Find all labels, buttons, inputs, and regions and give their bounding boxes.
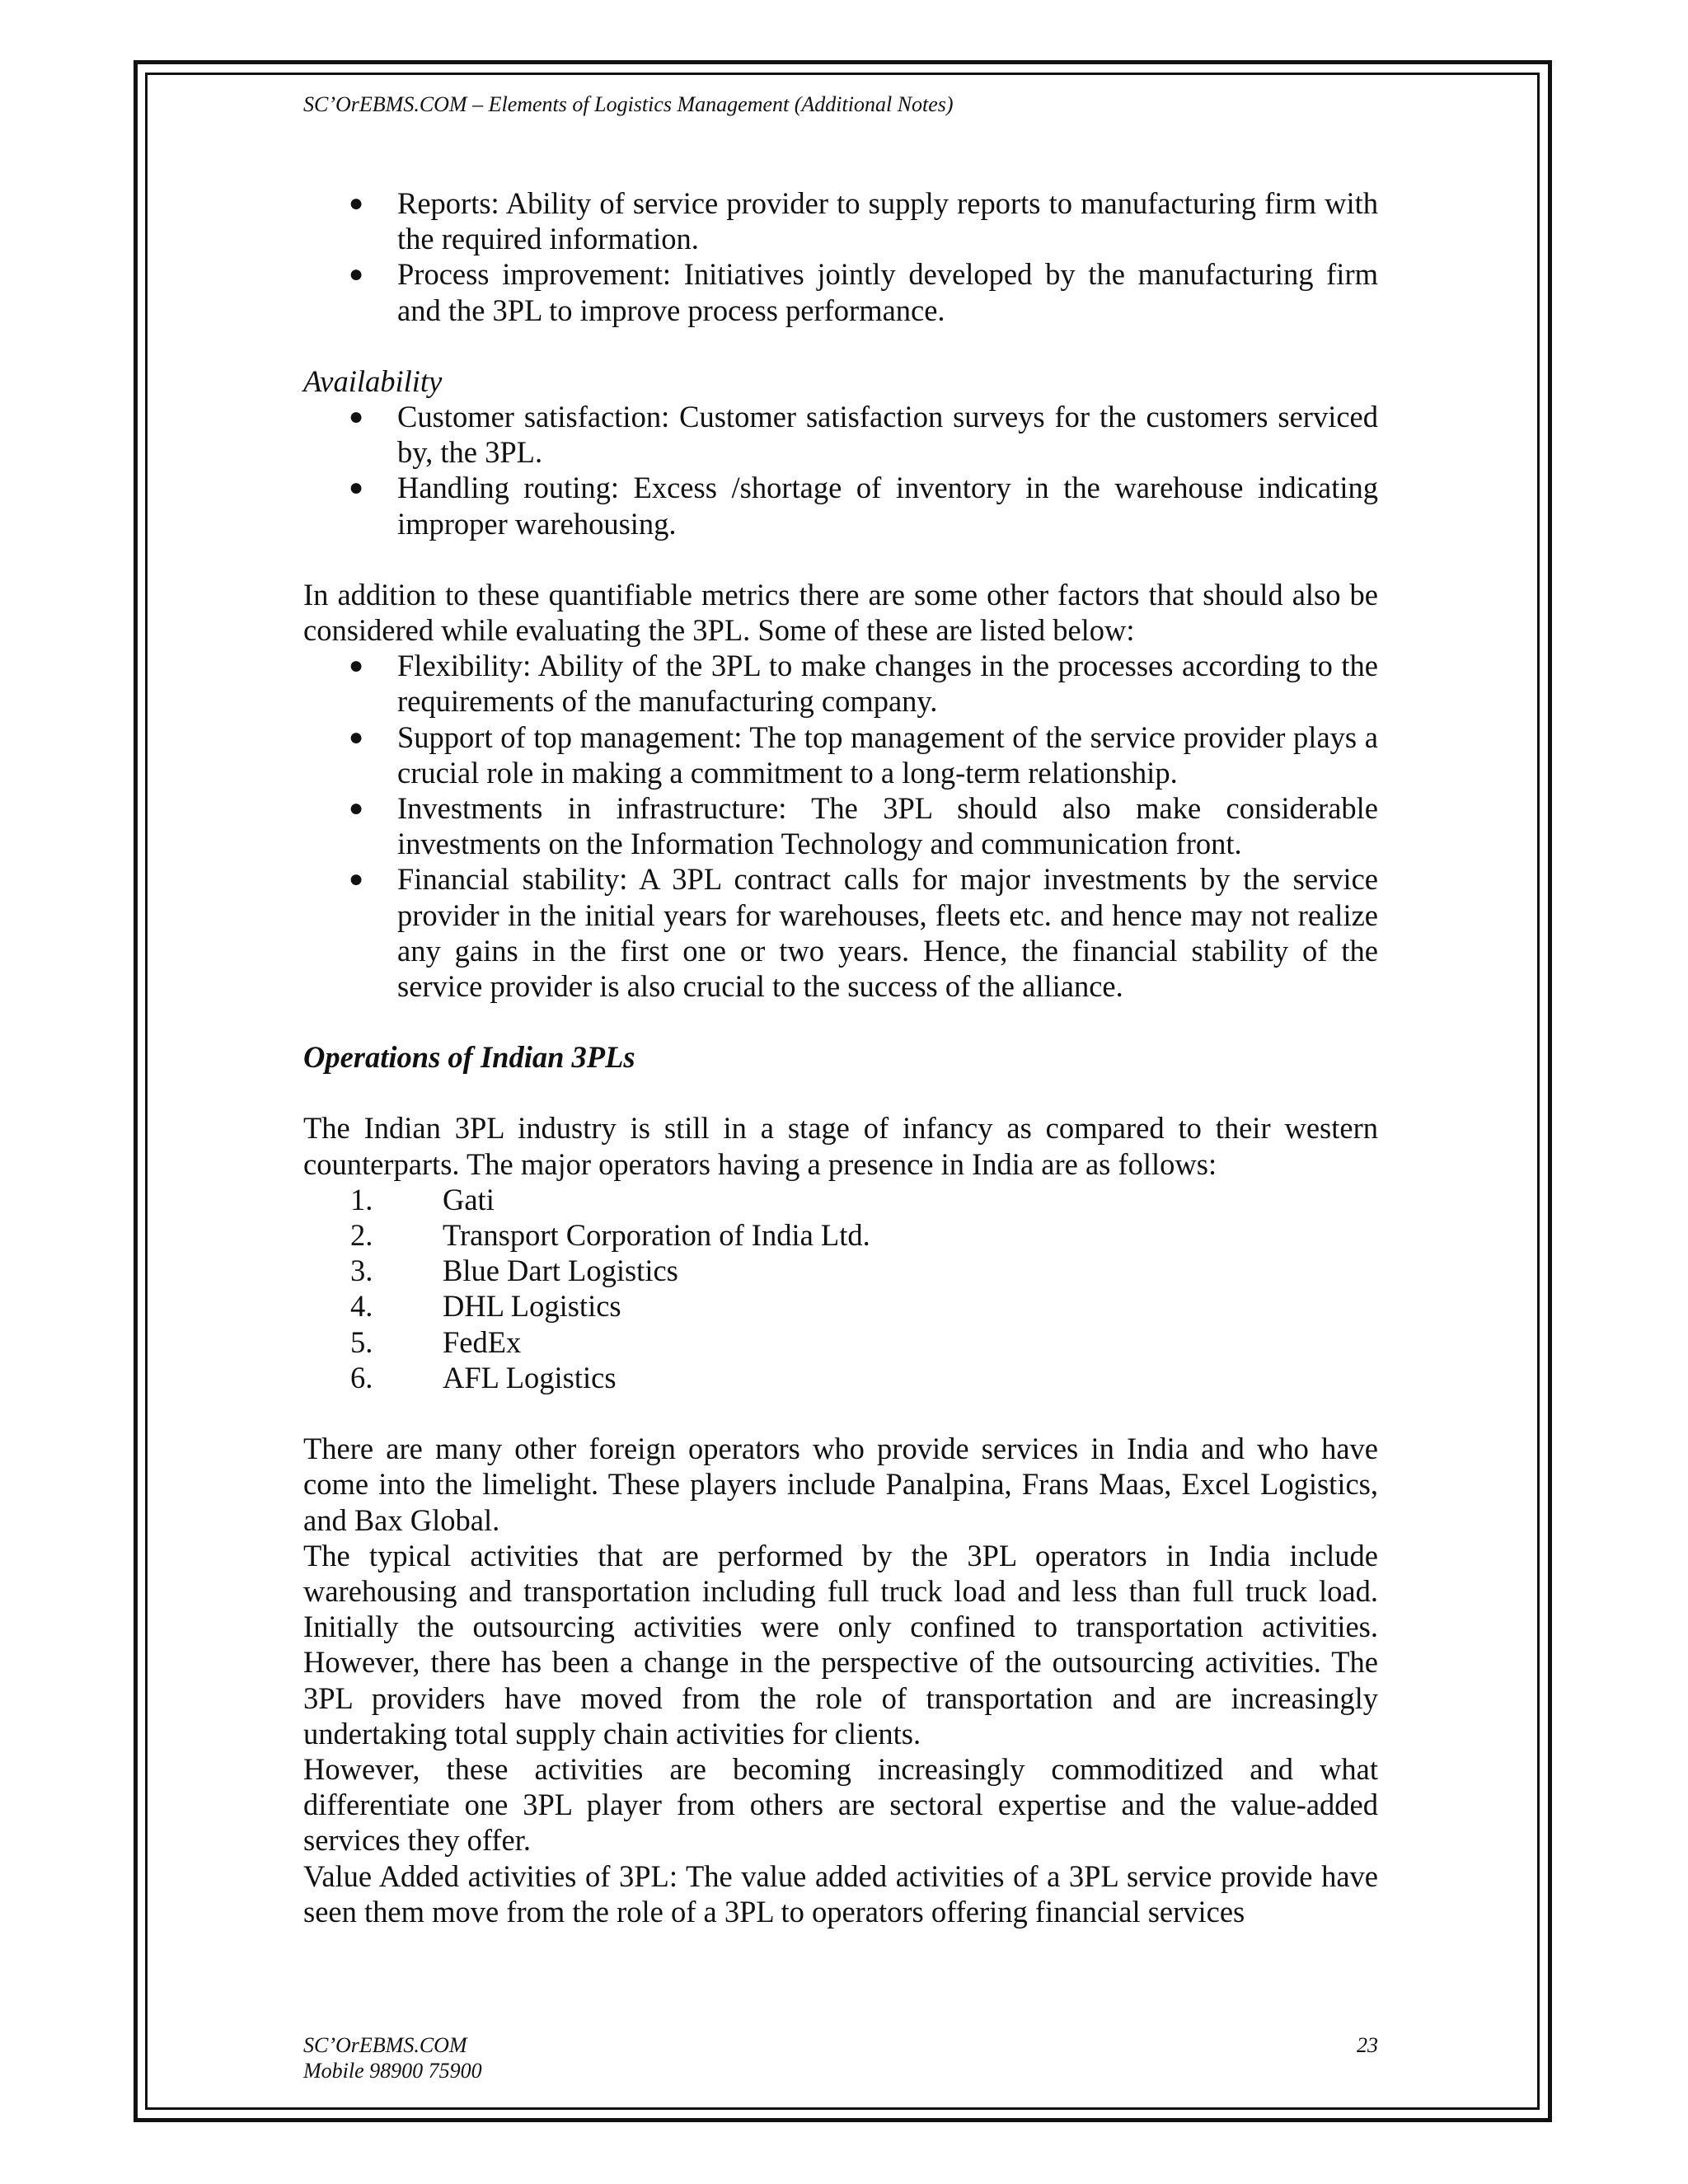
list-item: 4. DHL Logistics [350,1289,621,1324]
paragraph-foreign-operators: There are many other foreign operators who provide services in India and who have come into the limelight. These players include Panalpina, Frans Maas, Excel Logistics, and Bax Global. [303,1432,1378,1537]
page-number: 23 [1357,2033,1378,2057]
operators-list [303,1182,1378,1395]
paragraph-value-added: Value Added activities of 3PL: The value added activities of a 3PL service provide have seen them move from the role of a 3PL to operators offering financial services [303,1858,1378,1929]
list-item: ● Financial stability: A 3PL contract calls for major investments by the service provider in the initial years for warehouses, fleets etc. and hence may not realize any gains in the first one or two years. Hence, the financial stability of the service provider is also crucial to the success of the alliance. [349,862,1378,1004]
bullet-icon: ● [349,260,364,288]
operations-heading: Operations of Indian 3PLs [303,1040,635,1075]
other-factors-intro: In addition to these quantifiable metrics there are some other factors that should also be considered while evaluating the 3PL. Some of these are listed below: [303,577,1378,648]
list-item: ● Reports: Ability of service provider to supply reports to manufacturing firm with the required information. [349,186,1378,256]
running-header: SC’OrEBMS.COM – Elements of Logistics Management (Additional Notes) [303,92,954,116]
list-item: ● Investments in infrastructure: The 3PL should also make considerable investments on the Information Technology and communication front. [349,791,1378,861]
list-item: 1. Gati [350,1182,495,1216]
bullet-icon: ● [349,865,364,893]
list-item: ● Flexibility: Ability of the 3PL to make changes in the processes according to the requirements of the manufacturing company. [349,649,1378,719]
footer-site: SC’OrEBMS.COM [303,2033,467,2057]
list-item: ● Support of top management: The top management of the service provider plays a crucial role in making a commitment to a long-term relationship. [349,719,1378,790]
bullet-icon: ● [349,723,364,751]
list-item: 3. Blue Dart Logistics [350,1254,678,1288]
availability-heading: Availability [303,363,443,398]
bullet-icon: ● [349,652,364,680]
page-footer [303,2032,1378,2083]
list-item: ● Handling routing: Excess /shortage of inventory in the warehouse indicating improper warehousing. [349,471,1378,541]
list-item: 5. FedEx [350,1324,522,1359]
bullet-icon: ● [349,474,364,502]
bullet-icon: ● [349,794,364,823]
list-item: ● Customer satisfaction: Customer satisfaction surveys for the customers serviced by, the 3PL. [349,400,1378,470]
bullet-icon: ● [349,190,364,217]
list-item: 6. AFL Logistics [350,1360,617,1394]
paragraph-typical-activities: The typical activities that are performed by the 3PL operators in India include warehousing and transportation including full truck load and less than full truck load. Initially the outsourcing activities were only confined to transportation activities. However, there has been a change in the perspective of the outsourcing activities. The 3PL providers have moved from the role of transportation and are increasingly undertaking total supply chain activities for clients. [303,1538,1378,1750]
paragraph-commoditized: However, these activities are becoming increasingly commoditized and what differentiate one 3PL player from others are sectoral expertise and the value-added services they offer. [303,1751,1378,1858]
other-factors-bullet-list [303,648,1378,1004]
footer-mobile: Mobile 98900 75900 [303,2059,482,2083]
list-item: ● Process improvement: Initiatives jointly developed by the manufacturing firm and the 3PL to improve process performance. [349,257,1378,327]
bullet-icon: ● [349,403,364,431]
availability-bullet-list [303,399,1378,541]
operations-intro: The Indian 3PL industry is still in a stage of infancy as compared to their western counterparts. The major operators having a presence in India are as follows: [303,1111,1378,1181]
list-item: 2. Transport Corporation of India Ltd. [350,1218,870,1253]
top-bullet-list [303,185,1378,328]
page-content [303,185,1378,1929]
